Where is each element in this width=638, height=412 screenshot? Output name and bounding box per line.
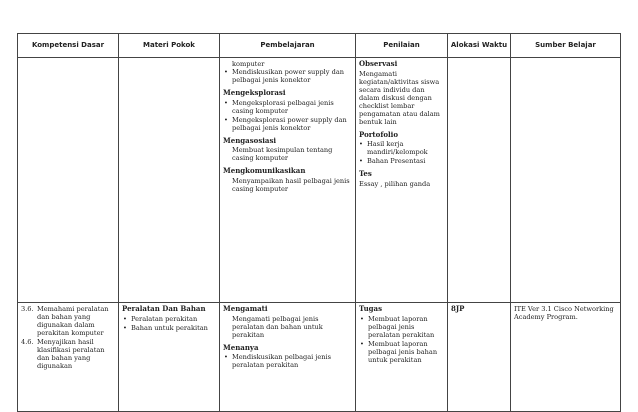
item-number: 4.6.	[21, 338, 34, 347]
item-number: 3.6.	[21, 305, 34, 313]
bullet-icon: •	[360, 314, 364, 323]
list-item: • Mendiskusikan pelbagai jenis peralatan perakitan	[224, 353, 332, 370]
list-item: • Mengeksplorasi power supply dan pelbagai jenis konektor	[224, 115, 347, 132]
cell-penilaian	[356, 303, 448, 412]
bullet-icon: •	[359, 140, 363, 149]
cell-alokasi	[448, 303, 511, 412]
cell-pembelajaran	[220, 58, 356, 303]
bullet-icon: •	[224, 98, 228, 107]
cell-sumber-empty	[511, 58, 621, 303]
section-heading: Tugas	[359, 304, 383, 313]
bullet-icon: •	[224, 353, 228, 362]
section-heading: Peralatan Dan Bahan	[122, 304, 206, 313]
bullet-list	[359, 315, 444, 364]
cell-pembelajaran	[220, 303, 356, 412]
bullet-icon: •	[359, 157, 363, 166]
bullet-list	[122, 315, 216, 332]
sumber-text: ITE Ver 3.1 Cisco Networking Academy Program.	[514, 305, 614, 322]
bullet-icon: •	[224, 115, 228, 124]
list-item: • Bahan untuk perakitan	[123, 323, 208, 332]
section-heading: Mengasosiasi	[223, 135, 277, 145]
section-text: Menyampaikan hasil pelbagai jenis casing komputer	[232, 176, 350, 193]
bullet-list	[359, 140, 444, 165]
cell-penilaian	[356, 58, 448, 303]
header-row	[18, 34, 621, 58]
table-row	[18, 58, 621, 303]
list-item: • Bahan Presentasi	[359, 157, 426, 166]
section-heading: Mengkomunikasikan	[223, 166, 306, 176]
bullet-icon: •	[360, 339, 364, 348]
syllabus-table	[17, 33, 621, 412]
list-item: • Hasil kerja mandiri/kelompok	[359, 140, 428, 157]
section-heading: Mengeksplorasi	[223, 88, 286, 98]
section-text: Membuat kesimpulan tentang casing komputer	[232, 146, 333, 163]
header-kompetensi-dasar: Kompetensi Dasar	[18, 34, 119, 58]
continued-text: komputer	[232, 60, 265, 68]
cell-alokasi-empty	[448, 58, 511, 303]
section-heading: Mengamati	[223, 304, 268, 313]
section-heading: Tes	[359, 169, 372, 179]
list-item	[21, 305, 115, 337]
header-pembelajaran: Pembelajaran	[220, 34, 356, 58]
section-heading: Portofolio	[359, 129, 399, 139]
cell-materi	[119, 303, 220, 412]
header-alokasi-waktu: Alokasi Waktu	[448, 34, 511, 58]
cell-kompetensi-empty	[18, 58, 119, 303]
section-heading: Menanya	[223, 342, 259, 352]
table-row	[18, 303, 621, 412]
item-text: Menyajikan hasil klasifikasi peralatan dan bahan yang digunakan	[37, 338, 105, 371]
bullet-icon: •	[123, 314, 127, 323]
header-materi-pokok: Materi Pokok	[119, 34, 220, 58]
cell-kompetensi	[18, 303, 119, 412]
list-item: • Mendiskusikan power supply dan pelbagai jenis konektor	[224, 68, 345, 85]
bullet-icon: •	[224, 68, 228, 77]
bullet-list	[223, 353, 352, 369]
cell-sumber	[511, 303, 621, 412]
section-text: Essay , pilihan ganda	[359, 179, 431, 188]
section-heading: Observasi	[359, 59, 398, 68]
alokasi-value: 8JP	[451, 304, 465, 313]
list-item: • Membuat laporan pelbagai jenis peralatan perakitan	[360, 314, 435, 339]
header-sumber-belajar: Sumber Belajar	[511, 34, 621, 58]
section-text: Mengamati kegiatan/aktivitas siswa secara individu dan dalam diskusi dengan checklist lembar pengamatan atau dalam bentuk lain	[359, 69, 440, 126]
cell-materi-empty	[119, 58, 220, 303]
list-item: • Mengeksplorasi pelbagai jenis casing komputer	[224, 98, 334, 115]
list-item	[21, 338, 115, 370]
bullet-list	[223, 99, 352, 132]
section-text: Mengamati pelbagai jenis peralatan dan bahan untuk perakitan	[232, 314, 323, 339]
list-item: • Membuat laporan pelbagai jenis bahan untuk perakitan	[360, 339, 438, 364]
header-penilaian: Penilaian	[356, 34, 448, 58]
bullet-list	[223, 68, 352, 84]
list-item: • Peralatan perakitan	[123, 314, 198, 323]
bullet-icon: •	[123, 323, 127, 332]
item-text: Memahami peralatan dan bahan yang digunakan dalam perakitan komputer	[37, 305, 109, 338]
